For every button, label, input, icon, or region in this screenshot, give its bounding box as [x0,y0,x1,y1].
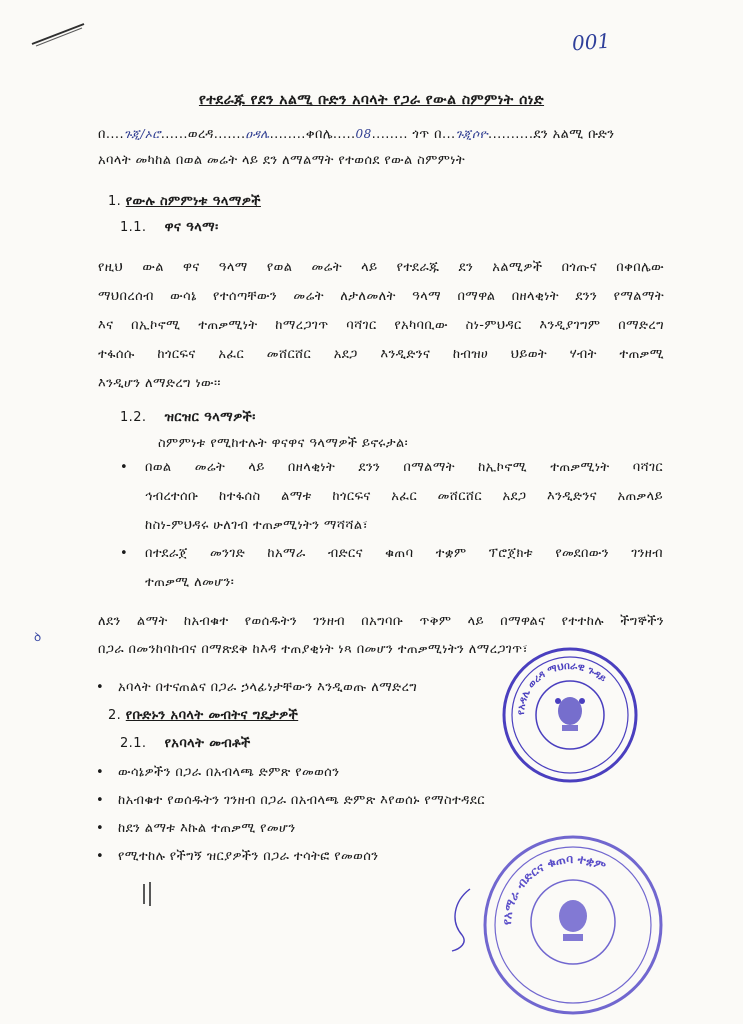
intro-line-2: አባላት መካከል በወል መሬት ላይ ደን ለማልማት የተወሰደ የውል ስምምነት [98,153,466,168]
official-stamp-2 [478,830,668,1020]
section-1-2-heading: 1.2. ዝርዝር ዓላማዎች፡ [120,410,256,425]
rights-item-3: ከደን ልማቱ እኩል ተጠቃሚ የመሆን [118,821,296,836]
signature-stroke [440,885,480,955]
handwritten-woreda: ዐዳሌ [245,127,270,141]
bullet-1-line-2: ኅብረተሰቡ ከተፋሰስ ልማቱ ከጎርፍና አፈር መሸርሸር አደጋ እንዲድንና አጠቃላይ [145,489,663,504]
rights-item-4: የሚተከሉ የችግኝ ዝርያዎችን በጋራ ተሳትፎ የመወሰን [118,849,379,864]
para-line-5: እንዲሆን ለማድረግ ነው፡፡ [98,376,221,391]
bullet-2-line-2: ተጠቃሚ ለመሆን፡ [145,575,235,590]
section-1-heading: 1. የውሉ ስምምነቱ ዓላማዎች [108,194,261,209]
rights-item-2: ከአብቁተ የወሰዱትን ገንዘብ በጋራ በአብላጫ ድምጽ እየወሰኑ የማስተዳደር [118,793,485,808]
bullet-dot: • [120,546,128,561]
svg-text:የአማራ ብድርና ቁጠባ ተቋም [500,852,608,925]
section-1-2-intro: ስምምነቱ የሚከተሉት ዋናዋና ዓላማዎች ይኖሩታል፡ [158,436,409,451]
section-2-1-heading: 2.1. የአባላት መብቶች [120,736,251,751]
bullet-dot: • [96,793,104,808]
section-1-1-heading: 1.1. ዋና ዓላማ፡ [120,220,219,235]
margin-ink-mark: ꝺ [34,630,42,644]
para-line-4: ተፋሰሱ ከጎርፍና አፈር መሸርሸር አደጋ እንዲድንና ከብዝሀ ህይወት ሃብት ተጠቃሚ [98,347,664,362]
bullet-dot: • [96,821,104,836]
bullet-1-line-1: በወል መሬት ላይ በዘላቂነት ደንን በማልማት ከኢኮኖሚ ተጠቃሚነት ባሻገር [145,460,663,475]
para-line-2: ማህበረሰብ ውሳኔ የተሰጣቸውን መሬት ለታለመለት ዓላማ በማዋል በዘላቂነት ደንን የማልማት [98,289,664,304]
stamp-1-text: የአዳሌ ወረዳ ማህበራዊ ጉዳይ [515,660,608,716]
bullet-dot: • [120,460,128,475]
para2-line-1: ለደን ልማት ከአብቁተ የወሰዱትን ገንዘብ በአግባቡ ጥቅም ላይ በማዋልና የተተከሉ ችግኞችን [98,614,664,629]
bullet-2-line-1: በተደራጀ መንገድ ከአማራ ብድርና ቁጠባ ተቋም ፕሮጀክቱ የመደበውን ገንዘብ [145,546,663,561]
document-title: የተደራጁ የደን አልሚ ቡድን አባላት የጋራ የውል ስምምነት ሰነድ [198,92,545,108]
para-line-1: የዚህ ውል ዋና ዓላማ የወል መሬት ላይ የተደራጁ ደን አልሚዎች በጎጡና በቀበሌው [98,260,664,275]
handwritten-zone: ጉጂ/ኦሮ [124,127,161,141]
bullet-dot: • [96,765,104,780]
handwritten-got: ጉጂሶዮ [455,127,489,141]
handwritten-kebele: 08 [355,127,372,141]
bullet-3: አባላት በተናጠልና በጋራ ኃላፊነታቸውን እንዲወጡ ለማድረግ [118,680,418,695]
para-line-3: እና በኢኮኖሚ ተጠቃሚነት ከማረጋገጥ ባሻገር የአካባቢው ስነ-ምህዳር እንዲያገግም በማድረግ [98,318,664,333]
para2-line-2: በጋራ በመንከባከብና በማጽደቅ ከእዳ ተጠያቂነት ነጻ በመሆን ተጠቃሚነትን ለማረጋገጥ፣ [98,642,529,657]
handwritten-page-number: 001 [571,28,611,56]
intro-line-1: በ....ጉጂ/ኦሮ......ወረዳ.......ዐዳሌ........ቀበሌ.....08........ ጎጥ በ...ጉጂሶዮ..........ደን አልሚ ቡድን [98,127,615,142]
bullet-dot: • [96,849,104,864]
bullet-1-line-3: ከስነ-ምህዳሩ ሁለገብ ተጠቃሚነትን ማሻሻል፣ [145,518,369,533]
official-stamp-1 [500,645,640,785]
stamp-2-text: የአማራ ብድርና ቁጠባ ተቋም [499,851,608,926]
pen-stroke-mark [30,18,86,48]
rights-item-1: ውሳኔዎችን በጋራ በአብላጫ ድምጽ የመወሰን [118,765,340,780]
ink-bracket-mark [141,880,155,908]
section-2-heading: 2. የቡድኑን አባላት መብትና ግዴታዎች [108,708,299,723]
bullet-dot: • [96,680,104,695]
